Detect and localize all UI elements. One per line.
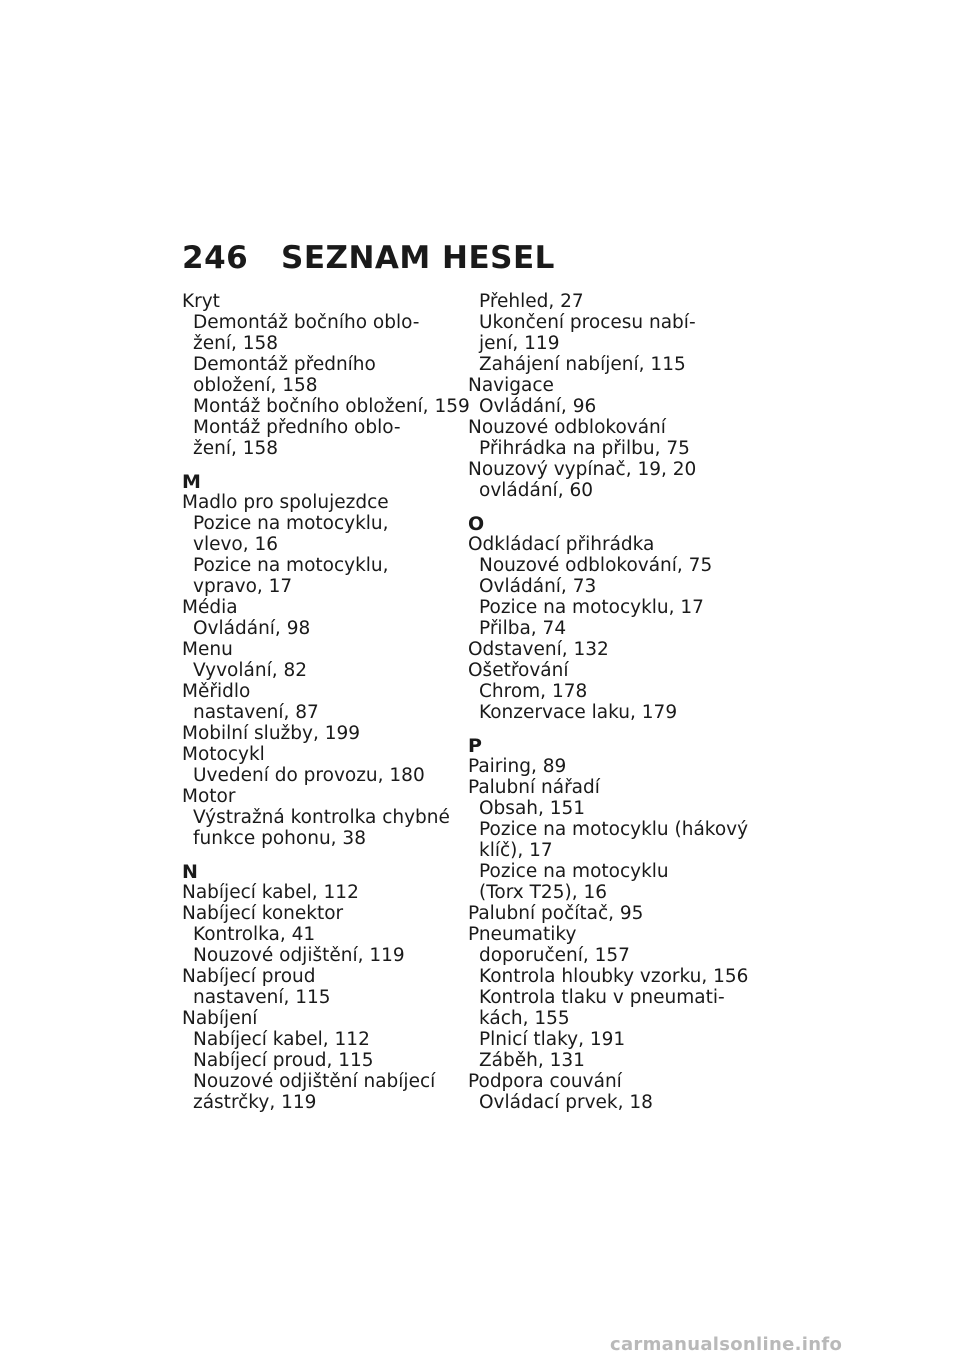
index-entry [468, 417, 738, 459]
index-entry [468, 660, 738, 723]
index-subentry: Kontrolka, 41 [193, 924, 316, 945]
index-entry [182, 1008, 452, 1113]
index-subentry: funkce pohonu, 38 [193, 828, 366, 849]
index-subentry: Uvedení do provozu, 180 [193, 765, 425, 786]
index-entry-term: Motor [182, 786, 236, 807]
index-subentry: Nouzové odjištění, 119 [193, 945, 405, 966]
index-entry [468, 375, 738, 417]
index-subentry: Nabíjecí kabel, 112 [193, 1029, 370, 1050]
index-entry-term: Nabíjecí konektor [182, 903, 344, 924]
index-subentry: Demontáž předního [193, 354, 376, 375]
index-entry-term: Pneumatiky [468, 924, 577, 945]
index-subentry: Záběh, 131 [479, 1050, 585, 1071]
index-subentry: Pozice na motocyklu, [193, 555, 389, 576]
index-entry-term: Pairing, 89 [468, 756, 567, 777]
index-subentry: zástrčky, 119 [193, 1092, 317, 1113]
index-entry [182, 903, 452, 966]
index-entry [468, 777, 749, 903]
index-subentry: vlevo, 16 [193, 534, 279, 555]
index-subentry: Montáž bočního obložení, 159 [193, 396, 470, 417]
index-subentry: Konzervace laku, 179 [479, 702, 678, 723]
index-entry-term: Podpora couvání [468, 1071, 622, 1092]
index-entry-term: Motocykl [182, 744, 265, 765]
index-entry-term: Ošetřování [468, 660, 569, 681]
index-subentry: Montáž předního oblo- [193, 417, 401, 438]
index-subentry: Přilba, 74 [479, 618, 567, 639]
index-subentry: Kontrola hloubky vzorku, 156 [479, 966, 749, 987]
index-subentry: Obsah, 151 [479, 798, 586, 819]
index-subentry: Přihrádka na přilbu, 75 [479, 438, 690, 459]
index-entry [182, 681, 452, 723]
index-entry [468, 924, 749, 1071]
index-entry [182, 291, 470, 459]
index-subentry: (Torx T25), 16 [479, 882, 607, 903]
index-entry [182, 597, 452, 639]
index-entry [468, 291, 738, 375]
index-subentry: Nouzové odblokování, 75 [479, 555, 713, 576]
index-subentry: jení, 119 [479, 333, 560, 354]
index-entry [182, 966, 452, 1008]
index-entry-term: Palubní počítač, 95 [468, 903, 644, 924]
index-entry-term: Nabíjení [182, 1008, 258, 1029]
index-subentry: Demontáž bočního oblo- [193, 312, 420, 333]
index-entry [182, 744, 452, 786]
index-subentry: Ovládání, 73 [479, 576, 597, 597]
index-entry [468, 756, 738, 777]
index-entry-term: Nabíjecí proud [182, 966, 316, 987]
index-subentry: Pozice na motocyklu (hákový [479, 819, 749, 840]
index-entry [182, 723, 452, 744]
index-entry [182, 492, 452, 597]
index-subentry: Plnicí tlaky, 191 [479, 1029, 626, 1050]
index-entry-term: Odkládací přihrádka [468, 534, 655, 555]
index-subentry: žení, 158 [193, 438, 279, 459]
index-subentry: Přehled, 27 [479, 291, 584, 312]
index-entry-term: Navigace [468, 375, 554, 396]
index-entry [468, 903, 738, 924]
index-entry-term: Média [182, 597, 238, 618]
index-entry [182, 786, 452, 849]
index-column-left [182, 291, 470, 1113]
index-subentry: Nouzové odjištění nabíjecí [193, 1071, 436, 1092]
index-entry-term: Nabíjecí kabel, 112 [182, 882, 359, 903]
index-subentry: Ovládání, 96 [479, 396, 597, 417]
index-letter-heading: M [182, 471, 201, 493]
index-letter-heading: P [468, 735, 482, 757]
index-subentry: Ukončení procesu nabí- [479, 312, 696, 333]
index-subentry: nastavení, 87 [193, 702, 319, 723]
index-entry [468, 1071, 738, 1113]
index-entry [182, 882, 452, 903]
page-number: 246 [182, 240, 249, 276]
index-subentry: ovládání, 60 [479, 480, 593, 501]
index-subentry: Pozice na motocyklu, 17 [479, 597, 704, 618]
index-subentry: Ovládání, 98 [193, 618, 311, 639]
index-letter-heading: O [468, 513, 485, 535]
index-subentry: Nabíjecí proud, 115 [193, 1050, 374, 1071]
index-entry [468, 534, 738, 639]
index-entry-term: Palubní nářadí [468, 777, 600, 798]
index-subentry: obložení, 158 [193, 375, 318, 396]
index-subentry: doporučení, 157 [479, 945, 630, 966]
index-entry [468, 459, 738, 501]
index-entry-term: Nouzový vypínač, 19, 20 [468, 459, 697, 480]
index-column-right [468, 291, 749, 1113]
index-subentry: Pozice na motocyklu, [193, 513, 389, 534]
index-entry-term: Madlo pro spolujezdce [182, 492, 389, 513]
page-header [182, 240, 555, 276]
index-subentry: kách, 155 [479, 1008, 570, 1029]
index-subentry: žení, 158 [193, 333, 279, 354]
index-entry-term: Odstavení, 132 [468, 639, 609, 660]
index-subentry: Výstražná kontrolka chybné [193, 807, 450, 828]
index-entry-term: Kryt [182, 291, 220, 312]
index-subentry: nastavení, 115 [193, 987, 331, 1008]
index-entry [182, 639, 452, 681]
index-subentry: Kontrola tlaku v pneumati- [479, 987, 725, 1008]
index-subentry: Zahájení nabíjení, 115 [479, 354, 686, 375]
index-entry [468, 639, 738, 660]
index-subentry: Chrom, 178 [479, 681, 588, 702]
index-entry-term: Měřidlo [182, 681, 251, 702]
index-entry-term: Mobilní služby, 199 [182, 723, 361, 744]
page-title: SEZNAM HESEL [281, 240, 555, 276]
index-subentry: vpravo, 17 [193, 576, 293, 597]
index-entry-term: Menu [182, 639, 233, 660]
watermark-text: carmanualsonline.info [610, 1334, 843, 1355]
index-subentry: Pozice na motocyklu [479, 861, 669, 882]
index-subentry: klíč), 17 [479, 840, 553, 861]
index-entry-term: Nouzové odblokování [468, 417, 666, 438]
index-subentry: Ovládací prvek, 18 [479, 1092, 653, 1113]
index-letter-heading: N [182, 861, 198, 883]
index-subentry: Vyvolání, 82 [193, 660, 308, 681]
